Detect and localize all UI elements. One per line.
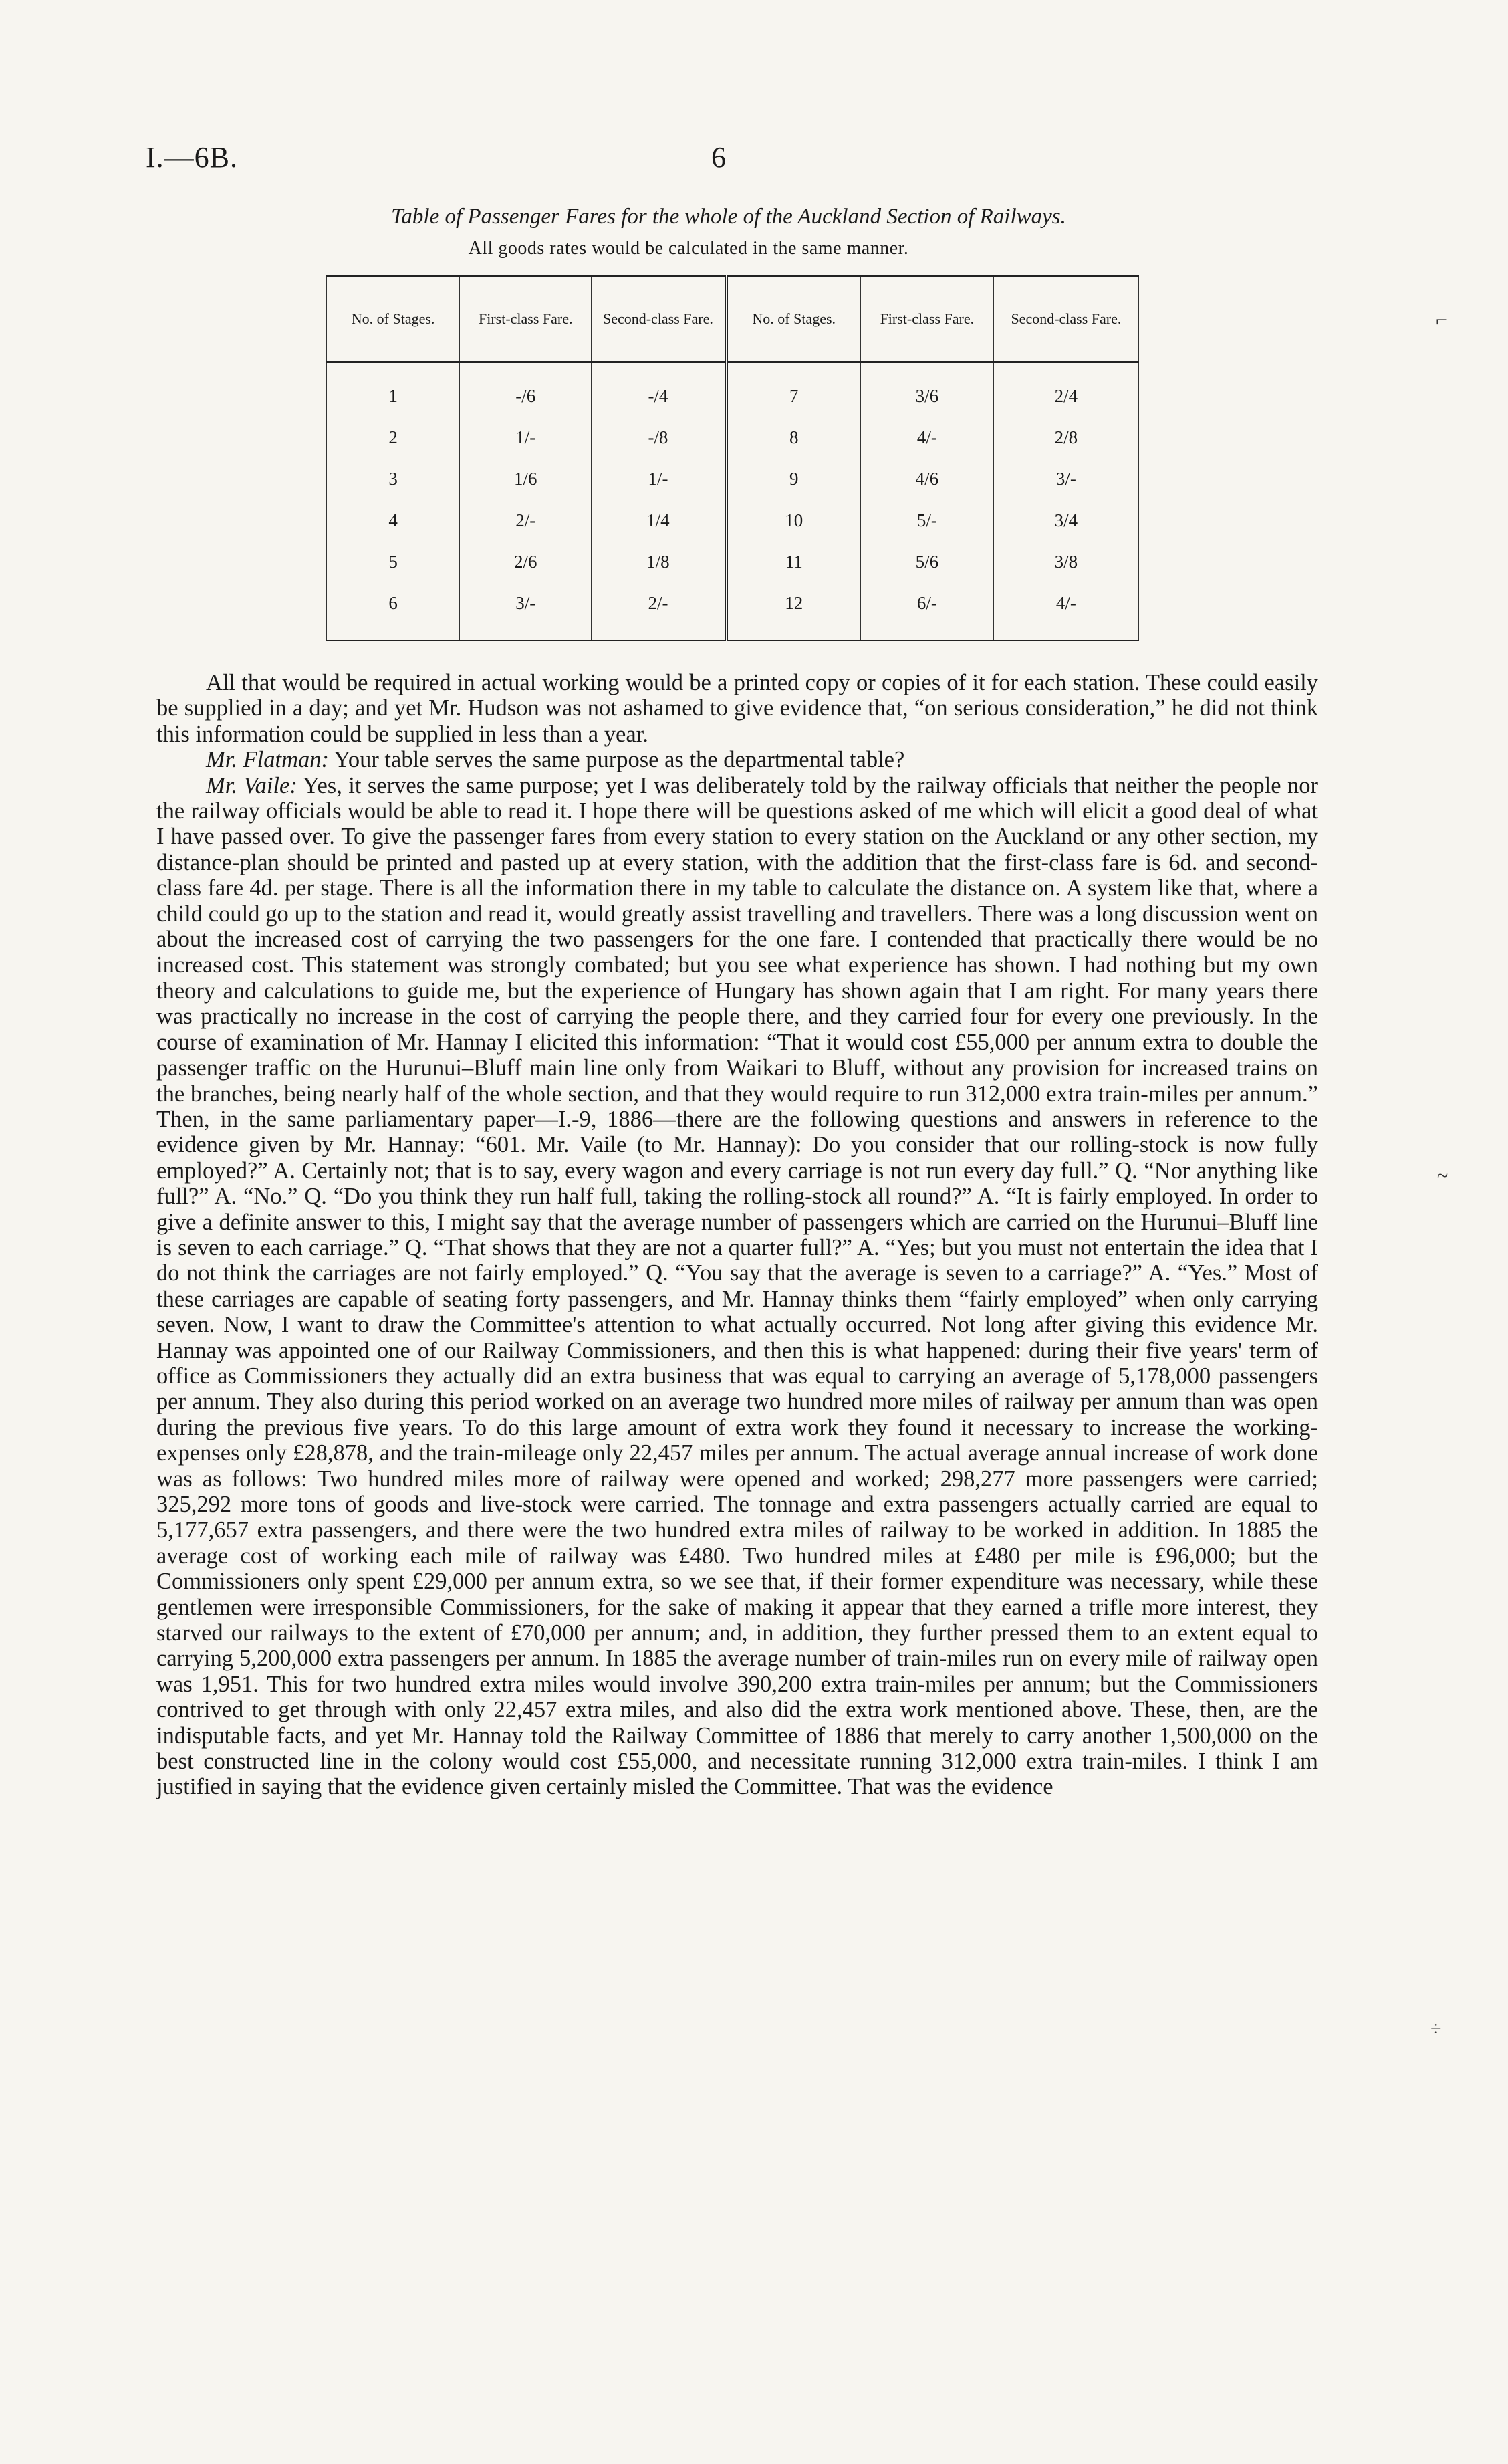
table-cell: 9: [726, 458, 860, 499]
paragraph: [156, 670, 1318, 747]
table-cell: 4/6: [860, 458, 993, 499]
table-cell: 2/-: [592, 582, 726, 641]
table-cell: 3/-: [460, 582, 592, 641]
table-cell: 1: [327, 362, 460, 417]
margin-mark: ~: [1437, 1165, 1449, 1187]
evidence-text: [156, 670, 1318, 1800]
column-header: Second-class Fare.: [592, 276, 726, 362]
speaker-name: Mr. Vaile:: [206, 772, 297, 798]
table-cell: 1/-: [592, 458, 726, 499]
paragraph: [156, 747, 1318, 772]
table-cell: -/6: [460, 362, 592, 417]
table-cell: 2/-: [460, 499, 592, 541]
paragraph-text: Your table serves the same purpose as the departmental table?: [334, 747, 905, 773]
speaker-name: Mr. Flatman:: [206, 747, 329, 773]
table-cell: 5/6: [860, 541, 993, 582]
table-header-row: [327, 276, 1139, 362]
column-header: No. of Stages.: [327, 276, 460, 362]
table-title: Table of Passenger Fares for the whole of the Auckland Section of Railways.: [391, 205, 1066, 229]
paragraph-text: All that would be required in actual working would be a printed copy or copies of it for each station. These could easily be supplied in a day; and yet Mr. Hudson was not ashamed to give evidence that, “on serious consideration,” he did not think this information could be supplied in less than a year.: [156, 670, 1318, 747]
table-cell: 3: [327, 458, 460, 499]
table-cell: 10: [726, 499, 860, 541]
page-number: 6: [711, 141, 726, 174]
paper-reference: I.—6B.: [146, 141, 238, 174]
table-cell: 8: [726, 417, 860, 458]
table-cell: 7: [726, 362, 860, 417]
table-cell: 11: [726, 541, 860, 582]
table-cell: 4/-: [860, 417, 993, 458]
table-cell: -/4: [592, 362, 726, 417]
table-row: [327, 499, 1139, 541]
table-row: [327, 362, 1139, 417]
table-cell: 3/8: [993, 541, 1138, 582]
table-row: [327, 417, 1139, 458]
column-header: First-class Fare.: [460, 276, 592, 362]
table-cell: 1/6: [460, 458, 592, 499]
table-cell: 1/-: [460, 417, 592, 458]
paragraph: [156, 773, 1318, 1800]
table-cell: 2/8: [993, 417, 1138, 458]
table-cell: 4/-: [993, 582, 1138, 641]
column-header: Second-class Fare.: [993, 276, 1138, 362]
margin-mark: ⌐: [1436, 309, 1447, 331]
table-cell: 6: [327, 582, 460, 641]
column-header: No. of Stages.: [726, 276, 860, 362]
table-cell: 6/-: [860, 582, 993, 641]
table-subtitle: All goods rates would be calculated in the same manner.: [468, 238, 909, 259]
table-cell: -/8: [592, 417, 726, 458]
table-cell: 4: [327, 499, 460, 541]
table-cell: 3/-: [993, 458, 1138, 499]
table-cell: 2/4: [993, 362, 1138, 417]
margin-mark: ÷: [1430, 2018, 1442, 2040]
table-cell: 12: [726, 582, 860, 641]
table-cell: 1/8: [592, 541, 726, 582]
table-cell: 2/6: [460, 541, 592, 582]
table-row: [327, 582, 1139, 641]
table-cell: 3/4: [993, 499, 1138, 541]
table-cell: 1/4: [592, 499, 726, 541]
table-cell: 5: [327, 541, 460, 582]
paragraph-text: Yes, it serves the same purpose; yet I was deliberately told by the railway officials that neither the people nor the railway officials would be able to read it. I hope there will be questions asked of me which will elicit a good deal of what I have passed over. To give the passenger fares from every station to every station on the Auckland or any other section, my distance-plan should be printed and pasted up at every station, with the addition that the first-class fare is 6d. and second-class fare 4d. per stage. There is all the information there in my table to calculate the distance on. A system like that, where a child could go up to the station and read it, would greatly assist travelling and travellers. There was a long discussion went on about the increased cost of carrying the two passengers for the one fare. I contended that practically there would be no increased cost. This statement was strongly combated; but you see what experience has shown. I had nothing but my own theory and calculations to guide me, but the experience of Hungary has shown again that I am right. For many years there was practically no increase in the cost of carrying the people there, and they carried four for every one previously. In the course of examination of Mr. Hannay I elicited this information: “That it would cost £55,000 per annum extra to double the passenger traffic on the Hurunui–Bluff main line only from Waikari to Bluff, without any provision for increased trains on the branches, being nearly half of the whole section, and that they would require to run 312,000 extra train-miles per annum.” Then, in the same parliamentary paper—I.-9, 1886—there are the following questions and answers in reference to the evidence given by Mr. Hannay: “601. Mr. Vaile (to Mr. Hannay): Do you consider that our rolling-stock is now fully employed?” A. Certainly not; that is to say, every wagon and every carriage is not run every day full.” Q. “Nor anything like full?” A. “No.” Q. “Do you think they run half full, taking the rolling-stock all round?” A. “It is fairly employed. In order to give a definite answer to this, I might say that the average number of passengers which are carried on the Hurunui–Bluff line is seven to each carriage.” Q. “That shows that they are not a quarter full?” A. “Yes; but you must not entertain the idea that I do not think the carriages are not fairly employed.” Q. “You say that the average is seven to a carriage?” A. “Yes.” Most of these carriages are capable of seating forty passengers, and Mr. Hannay thinks them “fairly employed” when only carrying seven. Now, I want to draw the Committee's attention to what actually occurred. Not long after giving this evidence Mr. Hannay was appointed one of our Railway Commissioners, and then this is what happened: during their five years' term of office as Commissioners they actually did an extra business that was equal to carrying an average of 5,178,000 passengers per annum. They also during this period worked on an average two hundred more miles of railway per annum than was open during the previous five years. To do this large amount of extra work they found it necessary to increase the working-expenses only £28,878, and the train-mileage only 22,457 miles per annum. The actual average annual increase of work done was as follows: Two hundred miles more of railway were opened and worked; 298,277 more passengers were carried; 325,292 more tons of goods and live-stock were carried. The tonnage and extra passengers actually carried are equal to 5,177,657 extra passengers, and there were the two hundred extra miles of railway to be worked in addition. In 1885 the average cost of working each mile of railway was £480. Two hundred miles at £480 per mile is £96,000; but the Commissioners only spent £29,000 per annum extra, so we see that, if their former expenditure was necessary, while these gentlemen were irresponsible Commissioners, for the sake of making it appear that they earned a trifle more interest, they starved our railways to the extent of £70,000 per annum; and, in addition, they further pressed them to an extent equal to carrying 5,200,000 extra passengers per annum. In 1885 the average number of train-miles run on every mile of railway open was 1,951. This for two hundred extra miles would involve 390,200 extra train-miles per annum; but the Commissioners contrived to get through with only 22,457 extra miles, and also did the extra work mentioned above. These, then, are the indisputable facts, and yet Mr. Hannay told the Railway Committee of 1886 that merely to carry another 1,500,000 on the best constructed line in the colony would cost £55,000, and necessitate running 312,000 extra train-miles. I think I am justified in saying that the evidence given certainly misled the Committee. That was the evidence: [156, 772, 1318, 1800]
table-cell: 2: [327, 417, 460, 458]
table-row: [327, 458, 1139, 499]
fare-table: [326, 275, 1139, 641]
column-header: First-class Fare.: [860, 276, 993, 362]
table-cell: 3/6: [860, 362, 993, 417]
table-row: [327, 541, 1139, 582]
table-cell: 5/-: [860, 499, 993, 541]
